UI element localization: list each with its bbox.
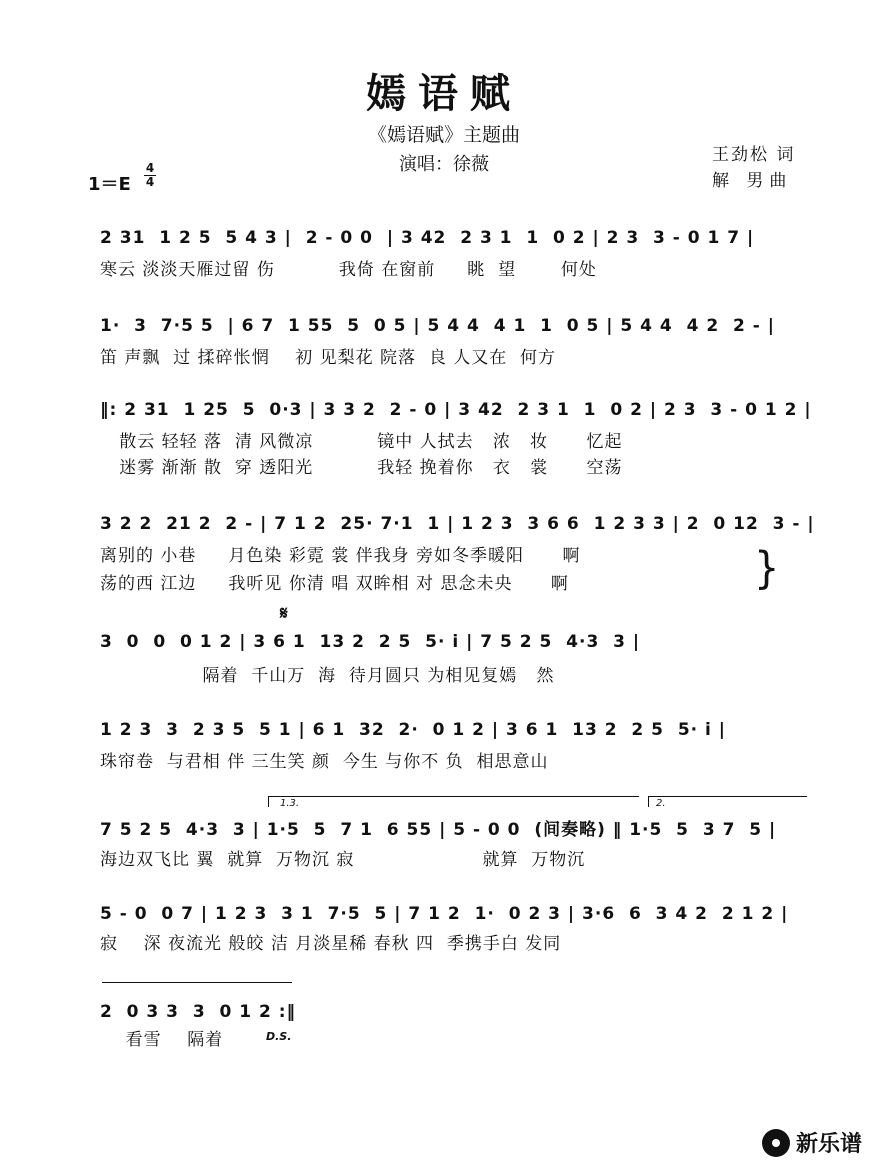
- volta-bracket-2: [648, 796, 807, 807]
- lyricist-credit: 王劲松 词: [712, 145, 796, 165]
- lyric-line-6: 珠帘卷 与君相 伴 三生笑 颜 今生 与你不 负 相思意山: [100, 752, 549, 772]
- notes-line-4: 3 2 2 21 2 2 - | 7 1 2 25· 7·1 1 | 1 2 3 3 6 6 1 2 3 3 | 2 0 12 3 - |: [100, 514, 815, 534]
- dal-segno-mark: D.S.: [266, 1030, 292, 1043]
- record-disc-icon: [762, 1129, 790, 1157]
- lyric-line-3b: 迷雾 渐渐 散 穿 透阳光 我轻 挽着你 衣 裳 空荡: [100, 458, 623, 478]
- key-signature: 1＝E: [88, 174, 131, 195]
- lyric-line-8: 寂 深 夜流光 般皎 洁 月淡星稀 春秋 四 季携手白 发同: [100, 934, 562, 954]
- site-logo-text: 新乐谱: [796, 1132, 863, 1157]
- site-logo: [762, 1127, 862, 1158]
- lyric-line-5: 隔着 千山万 海 待月圆只 为相见复嫣 然: [100, 666, 555, 686]
- notes-line-9: 2 0 3 3 3 0 1 2 :‖: [100, 1002, 297, 1022]
- ending-bracket: [102, 982, 292, 983]
- time-signature: [144, 163, 156, 188]
- volta-label-1: 1.3.: [280, 798, 300, 809]
- segno-sign: 𝄋: [280, 603, 288, 624]
- lyric-line-7: 海边双飞比 翼 就算 万物沉 寂 就算 万物沉: [100, 850, 586, 870]
- lyric-line-4b: 荡的西 江边 我听见 你清 唱 双眸相 对 思念未央 啊: [100, 574, 569, 594]
- verse-brace: }: [754, 542, 780, 594]
- volta-bracket-1: [268, 796, 639, 807]
- notes-line-7: 7 5 2 5 4·3 3 | 1·5 5 7 1 6 55 | 5 - 0 0 (间奏略) ‖ 1·5 5 3 7 5 |: [100, 820, 777, 840]
- notes-line-1: 2 31 1 2 5 5 4 3 | 2 - 0 0 | 3 42 2 3 1 1 0 2 | 2 3 3 - 0 1 7 |: [100, 228, 755, 248]
- lyric-line-1: 寒云 淡淡天雁过留 伤 我倚 在窗前 眺 望 何处: [100, 260, 597, 280]
- time-signature-bottom: 4: [145, 175, 155, 189]
- lyric-line-3a: 散云 轻轻 落 清 风微凉 镜中 人拭去 浓 妆 忆起: [100, 432, 623, 452]
- notes-line-8: 5 - 0 0 7 | 1 2 3 3 1 7·5 5 | 7 1 2 1· 0 2 3 | 3·6 6 3 4 2 2 1 2 |: [100, 904, 789, 924]
- lyric-line-2: 笛 声飘 过 揉碎怅惘 初 见梨花 院落 良 人又在 何方: [100, 348, 557, 368]
- singer-credit: 演唱：徐薇: [399, 154, 489, 175]
- lyric-line-4a: 离别的 小巷 月色染 彩霓 裳 伴我身 旁如冬季暖阳 啊: [100, 546, 581, 566]
- time-signature-top: 4: [145, 161, 155, 175]
- notes-line-5: 3 0 0 0 1 2 | 3 6 1 13 2 2 5 5· i | 7 5 2 5 4·3 3 |: [100, 632, 641, 652]
- page-title: 嫣语赋: [366, 70, 522, 117]
- notes-line-3: ‖: 2 31 1 25 5 0·3 | 3 3 2 2 - 0 | 3 42 2 3 1 1 0 2 | 2 3 3 - 0 1 2 |: [100, 400, 812, 420]
- page-subtitle: 《嫣语赋》主题曲: [367, 124, 520, 146]
- composer-credit: 解 男曲: [712, 171, 793, 191]
- notes-line-2: 1· 3 7·5 5 | 6 7 1 55 5 0 5 | 5 4 4 4 1 1 0 5 | 5 4 4 4 2 2 - |: [100, 316, 775, 336]
- notes-line-6: 1 2 3 3 2 3 5 5 1 | 6 1 32 2· 0 1 2 | 3 6 1 13 2 2 5 5· i |: [100, 720, 726, 740]
- volta-label-2: 2.: [656, 798, 666, 809]
- lyric-line-9: 看雪 隔着: [100, 1030, 224, 1050]
